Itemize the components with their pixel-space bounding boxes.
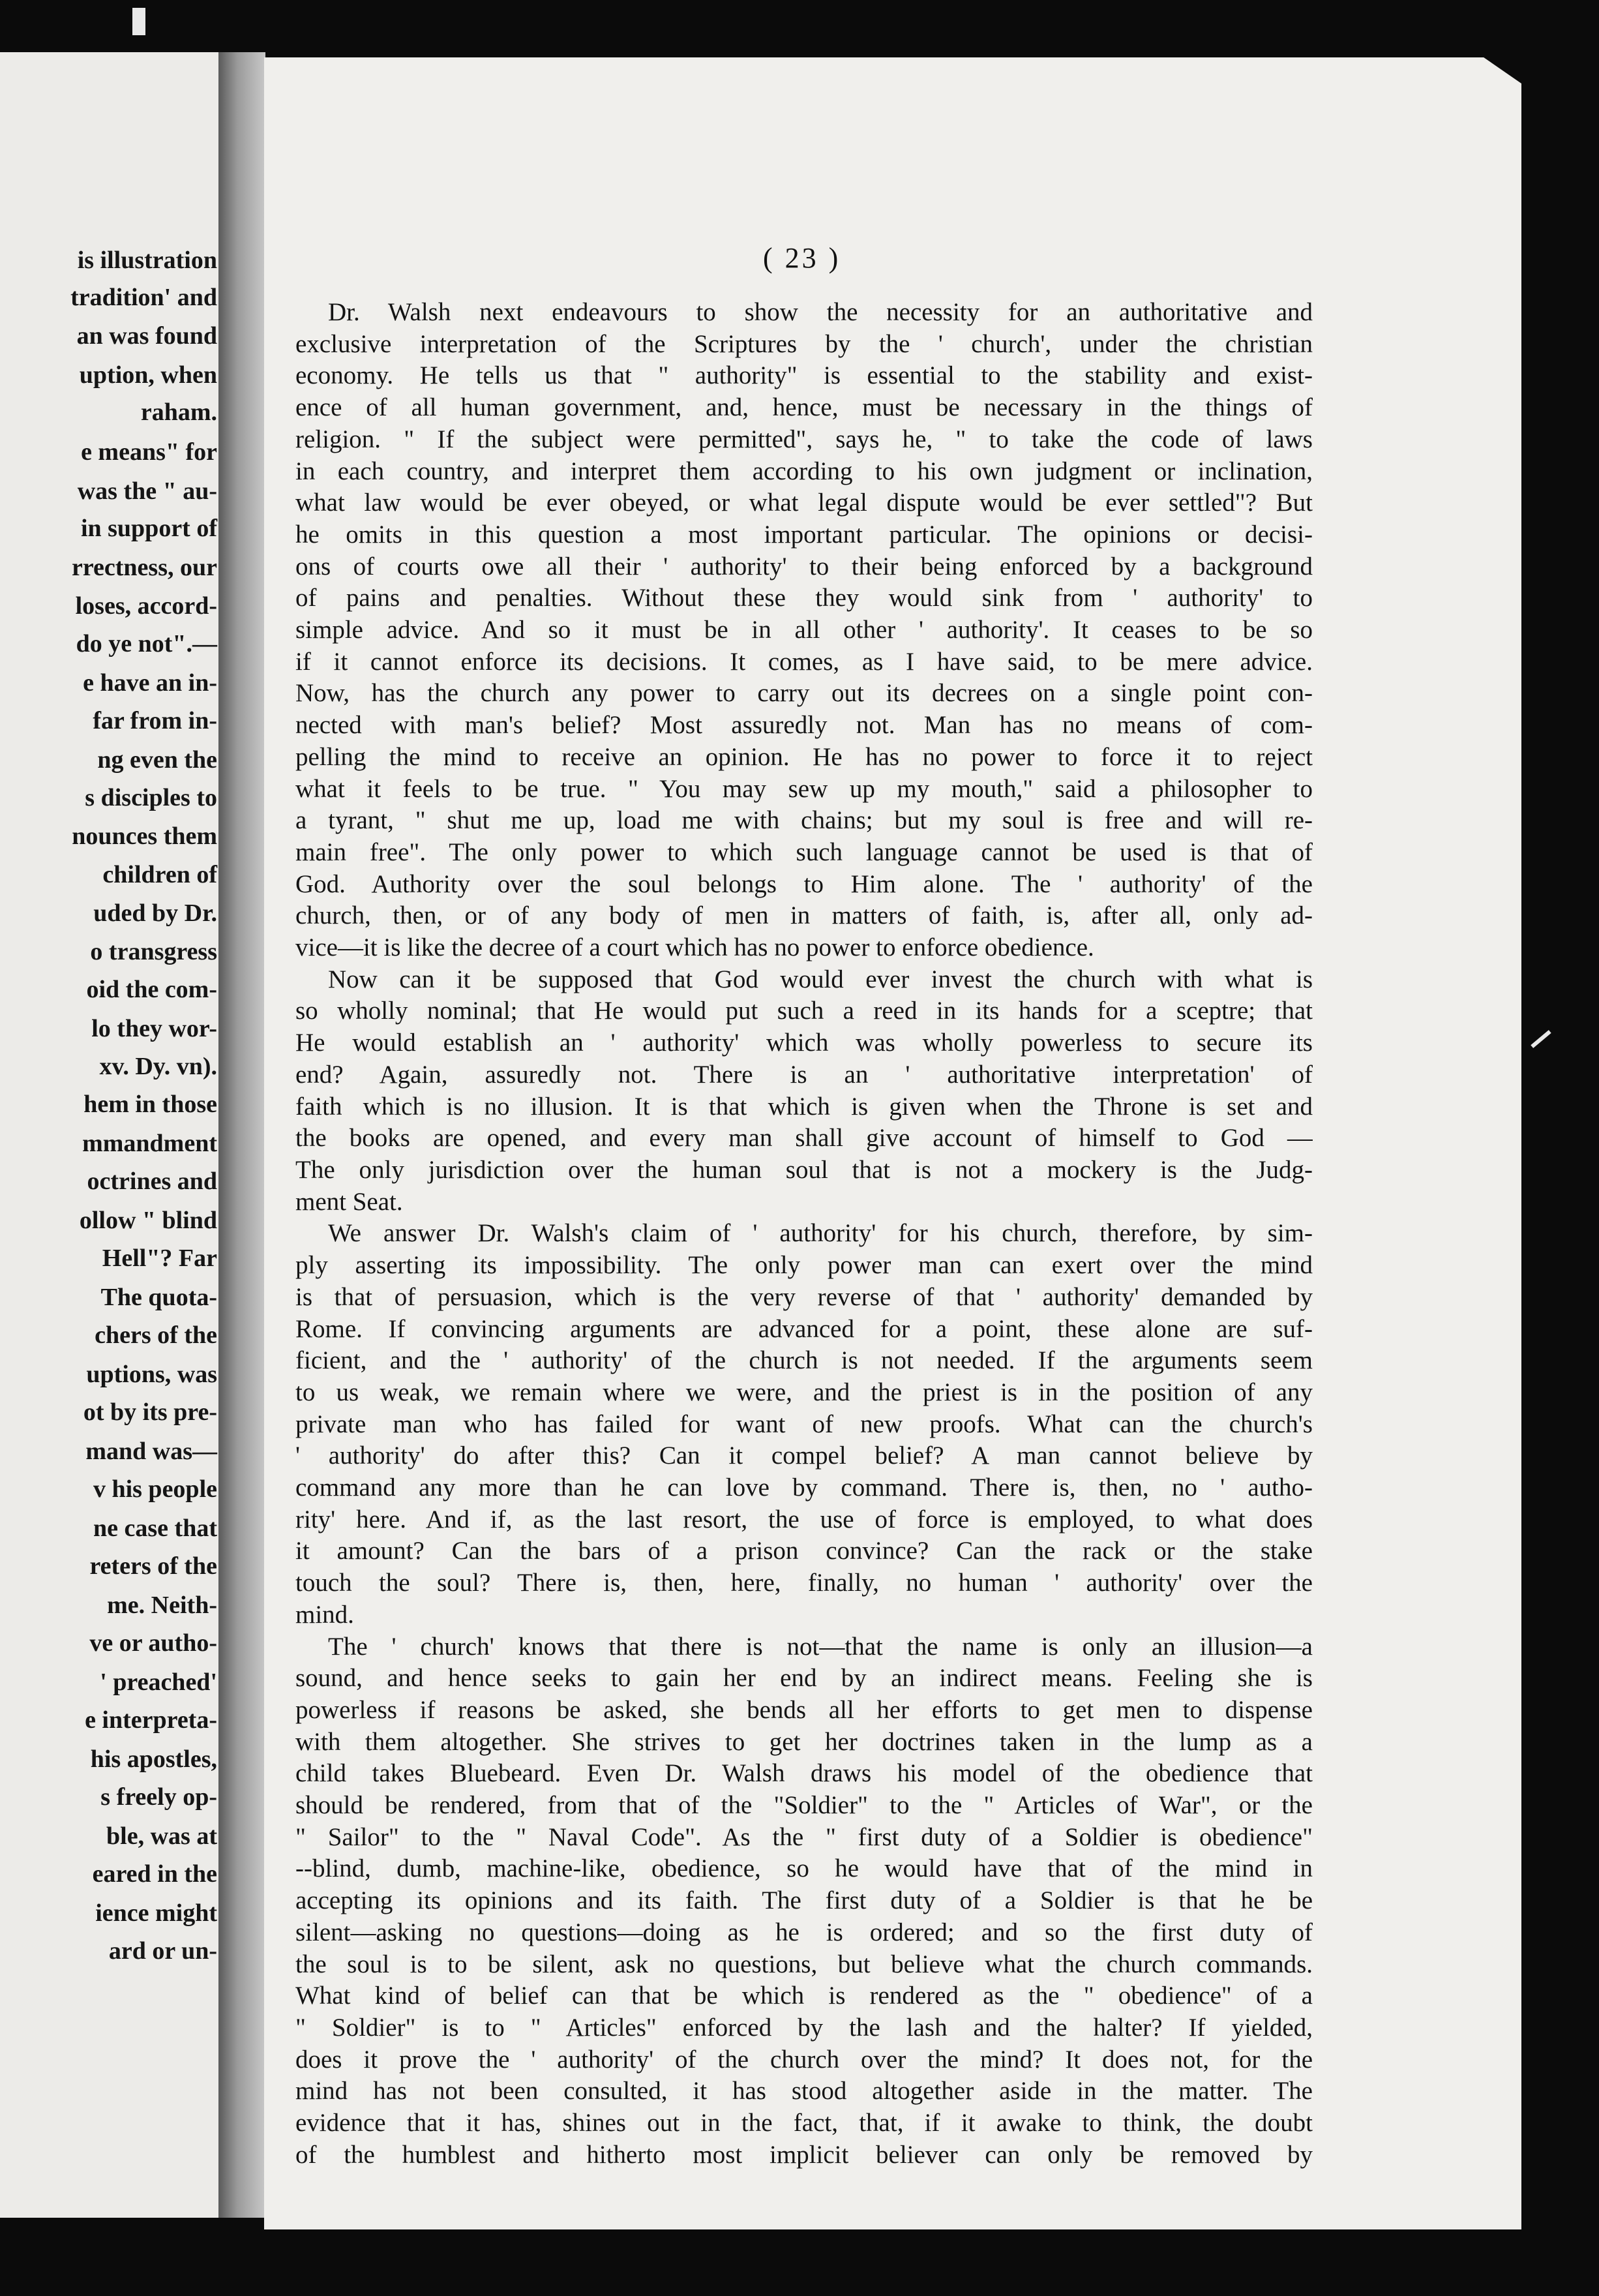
text-line: powerless if reasons be asked, she bends all her efforts to get men to dispense (295, 1695, 1313, 1724)
text-line: mind. (295, 1600, 354, 1629)
text-line: sound, and hence seeks to gain her end by an indirect means. Feeling she is (295, 1664, 1313, 1693)
text-line: ment Seat. (295, 1187, 403, 1216)
text-line: What kind of belief can that be which is rendered as the " obedience" of a (295, 1982, 1313, 2010)
text-line: ' authority' do after this? Can it compel belief? A man cannot believe by (295, 1442, 1313, 1470)
left-page-line: in support of (80, 515, 217, 542)
left-page-line: mmandment (82, 1130, 217, 1157)
left-page-line: ience might (95, 1899, 217, 1927)
text-line: is that of persuasion, which is the very reverse of that ' authority' demanded by (295, 1282, 1313, 1311)
book-gutter (218, 52, 265, 2218)
left-page-line: ve or autho- (89, 1629, 217, 1657)
text-line: main free". The only power to which such language cannot be used is that of (295, 838, 1313, 866)
text-line: with them altogether. She strives to get her doctrines taken in the lump as a (295, 1727, 1313, 1756)
text-line: what law would be ever obeyed, or what legal dispute would be ever settled"? But (295, 489, 1313, 517)
text-line: a tyrant, " shut me up, load me with chains; but my soul is free and will re- (295, 806, 1313, 835)
left-page-line: raham. (140, 399, 217, 426)
text-line: --blind, dumb, machine-like, obedience, so he would have that of the mind in (295, 1854, 1313, 1883)
left-page-line: uded by Dr. (93, 899, 217, 927)
left-page-line: mand was— (85, 1438, 217, 1465)
text-line: Rome. If convincing arguments are advanced for a point, these alone are suf- (295, 1314, 1313, 1343)
text-line: so wholly nominal; that He would put such a reed in its hands for a sceptre; that (295, 997, 1313, 1025)
left-page-line: uption, when (79, 361, 217, 389)
text-line: The ' church' knows that there is not—that the name is only an illusion—a (328, 1632, 1313, 1661)
text-line: Now can it be supposed that God would ever invest the church with what is (328, 965, 1313, 993)
left-page-line: o transgress (90, 938, 217, 965)
text-line: " Soldier" is to " Articles" enforced by the lash and the halter? If yielded, (295, 2013, 1313, 2042)
text-line: accepting its opinions and its faith. The first duty of a Soldier is that he be (295, 1886, 1313, 1915)
scan-speck (132, 8, 145, 35)
left-page-line: eared in the (92, 1860, 217, 1888)
text-line: ence of all human government, and, hence, must be necessary in the things of (295, 393, 1313, 422)
text-line: child takes Bluebeard. Even Dr. Walsh draws his model of the obedience that (295, 1759, 1313, 1788)
left-page-line: ne case that (93, 1515, 217, 1542)
text-line: ficient, and the ' authority' of the church is not needed. If the arguments seem (295, 1346, 1313, 1375)
left-page-line: loses, accord- (75, 592, 217, 620)
left-page-line: s disciples to (85, 784, 217, 811)
left-page-line: his apostles, (90, 1745, 217, 1773)
text-line: simple advice. And so it must be in all other ' authority'. It ceases to be so (295, 616, 1313, 644)
left-page-line: chers of the (95, 1322, 217, 1349)
text-line: Now, has the church any power to carry out its decrees on a single point con- (295, 679, 1313, 708)
text-line: touch the soul? There is, then, here, finally, no human ' authority' over the (295, 1569, 1313, 1597)
left-page-line: e have an in- (83, 669, 217, 697)
text-line: vice—it is like the decree of a court which has no power to enforce obedience. (295, 933, 1094, 962)
text-line: command any more than he can love by command. There is, then, no ' autho- (295, 1473, 1313, 1502)
left-page-line: do ye not".— (76, 630, 217, 657)
text-line: We answer Dr. Walsh's claim of ' authority' for his church, therefore, by sim- (328, 1219, 1313, 1248)
left-page-line: s freely op- (100, 1783, 217, 1811)
left-page-line: far from in- (93, 707, 217, 734)
text-line: in each country, and interpret them according to his own judgment or inclination, (295, 457, 1313, 485)
scan-scratch (1531, 1030, 1551, 1048)
text-line: silent—asking no questions—doing as he is ordered; and so the first duty of (295, 1918, 1313, 1946)
text-line: exclusive interpretation of the Scriptures by the ' church', under the christian (295, 329, 1313, 358)
text-line: the books are opened, and every man shall give account of himself to God — (295, 1124, 1313, 1153)
page-number: ( 23 ) (763, 242, 841, 274)
left-page-line: ng even the (97, 746, 217, 774)
left-page-line: rrectness, our (71, 554, 217, 581)
text-line: evidence that it has, shines out in the fact, that, if it awake to think, the doubt (295, 2109, 1313, 2137)
text-line: of the humblest and hitherto most implicit believer can only be removed by (295, 2140, 1313, 2169)
text-line: mind has not been consulted, it has stood altogether aside in the matter. The (295, 2077, 1313, 2106)
text-line: God. Authority over the soul belongs to Him alone. The ' authority' of the (295, 869, 1313, 898)
left-page-line: tradition' and (70, 284, 217, 311)
left-page-line: ard or un- (108, 1937, 217, 1965)
text-line: rity' here. And if, as the last resort, the use of force is employed, to what does (295, 1505, 1313, 1533)
left-page-line: ot by its pre- (83, 1398, 217, 1426)
left-page-fragment (0, 52, 218, 2218)
text-line: nected with man's belief? Most assuredly not. Man has no means of com- (295, 711, 1313, 740)
text-line: economy. He tells us that " authority" is essential to the stability and exist- (295, 361, 1313, 390)
text-line: Dr. Walsh next endeavours to show the necessity for an authoritative and (328, 298, 1313, 326)
left-page-line: lo they wor- (91, 1015, 217, 1042)
left-page-line: nounces them (72, 823, 217, 850)
left-page-line: ble, was at (106, 1822, 217, 1850)
page-body (295, 297, 1313, 2171)
text-line: to us weak, we remain where we were, and the priest is in the position of any (295, 1378, 1313, 1406)
text-line: faith which is no illusion. It is that which is given when the Throne is set and (295, 1092, 1313, 1121)
left-page-line: ' preached' (100, 1669, 217, 1696)
text-line: end? Again, assuredly not. There is an ' authoritative interpretation' of (295, 1060, 1313, 1089)
left-page-line: v his people (93, 1475, 217, 1503)
text-line: " Sailor" to the " Naval Code". As the " first duty of a Soldier is obedience" (295, 1822, 1313, 1851)
text-line: should be rendered, from that of the "Soldier" to the " Articles of War", or the (295, 1791, 1313, 1820)
text-line: pelling the mind to receive an opinion. He has no power to force it to reject (295, 742, 1313, 771)
text-line: ply asserting its impossibility. The only power man can exert over the mind (295, 1251, 1313, 1280)
text-line: ons of courts owe all their ' authority' to their being enforced by a background (295, 552, 1313, 581)
left-page-line: ollow " blind (79, 1207, 217, 1234)
text-line: church, then, or of any body of men in matters of faith, is, after all, only ad- (295, 901, 1313, 930)
text-line: what it feels to be true. " You may sew up my mouth," said a philosopher to (295, 774, 1313, 803)
left-page-line: oid the com- (86, 976, 217, 1003)
left-page-line: an was found (76, 322, 217, 350)
left-page-line: e interpreta- (85, 1706, 217, 1734)
text-line: the soul is to be silent, ask no questions, but believe what the church commands. (295, 1950, 1313, 1978)
left-page-line: was the " au- (77, 477, 217, 505)
text-line: does it prove the ' authority' of the church over the mind? It does not, for the (295, 2045, 1313, 2074)
text-line: of pains and penalties. Without these they would sink from ' authority' to (295, 584, 1313, 612)
text-line: he omits in this question a most important particular. The opinions or decisi- (295, 520, 1313, 549)
text-line: He would establish an ' authority' which was wholly powerless to secure its (295, 1029, 1313, 1057)
left-page-line: e means" for (81, 438, 217, 466)
left-page-line: The quota- (100, 1284, 217, 1311)
text-line: private man who has failed for want of new proofs. What can the church's (295, 1410, 1313, 1438)
left-page-line: uptions, was (86, 1361, 217, 1388)
text-line: it amount? Can the bars of a prison convince? Can the rack or the stake (295, 1537, 1313, 1565)
left-page-line: reters of the (89, 1552, 217, 1580)
left-page-line: hem in those (83, 1091, 217, 1118)
left-page-line: children of (102, 861, 217, 888)
text-line: The only jurisdiction over the human soul that is not a mockery is the Judg- (295, 1155, 1313, 1184)
left-page-line: octrines and (87, 1168, 217, 1195)
text-line: religion. " If the subject were permitted", says he, " to take the code of laws (295, 425, 1313, 453)
left-page-line: Hell"? Far (102, 1245, 217, 1272)
text-line: if it cannot enforce its decisions. It comes, as I have said, to be mere advice. (295, 647, 1313, 676)
left-page-line: is illustration (77, 247, 217, 274)
left-page-line: xv. Dy. vn). (99, 1053, 217, 1080)
left-page-line: me. Neith- (107, 1592, 217, 1619)
